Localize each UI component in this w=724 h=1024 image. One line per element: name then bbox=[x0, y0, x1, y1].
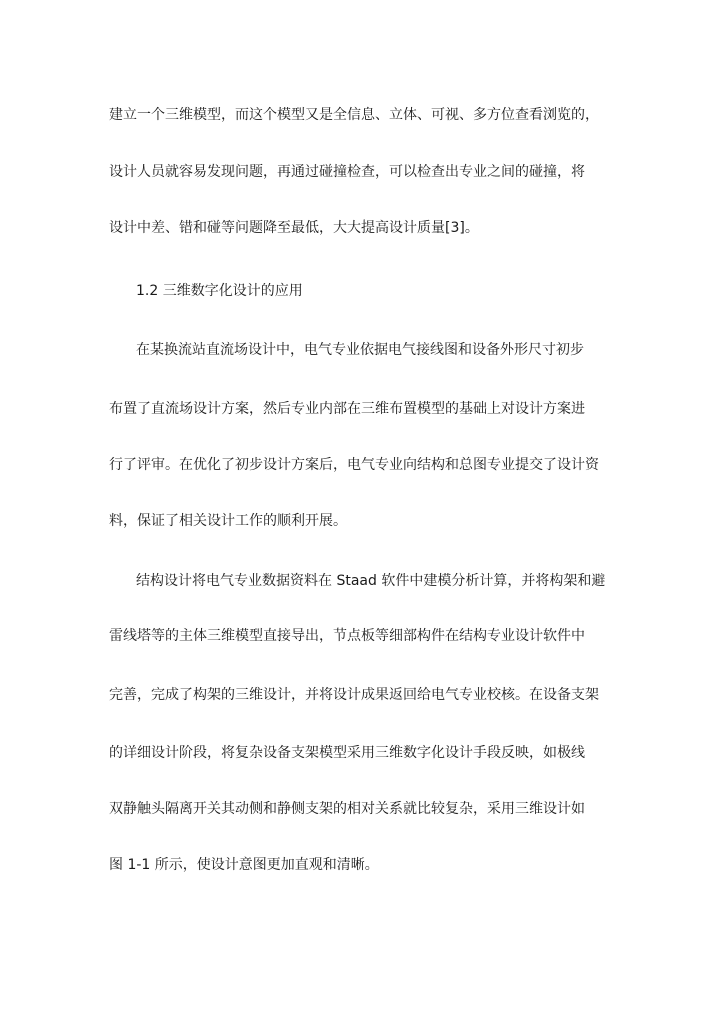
paragraph-line-12: 双静触头隔离开关其动侧和静侧支架的相对关系就比较复杂，采用三维设计如 bbox=[109, 801, 585, 817]
paragraph-line-10: 完善，完成了构架的三维设计，并将设计成果返回给电气专业校核。在设备支架 bbox=[109, 687, 599, 703]
paragraph-line-6: 行了评审。在优化了初步设计方案后，电气专业向结构和总图专业提交了设计资 bbox=[109, 457, 599, 473]
paragraph-line-13: 图 1-1 所示，使设计意图更加直观和清晰。 bbox=[109, 857, 379, 873]
paragraph-line-1: 建立一个三维模型，而这个模型又是全信息、立体、可视、多方位查看浏览的， bbox=[109, 107, 599, 123]
paragraph-line-5: 布置了直流场设计方案，然后专业内部在三维布置模型的基础上对设计方案进 bbox=[109, 401, 585, 417]
paragraph-line-11: 的详细设计阶段，将复杂设备支架模型采用三维数字化设计手段反映，如极线 bbox=[109, 745, 585, 761]
paragraph-line-8: 结构设计将电气专业数据资料在 Staad 软件中建模分析计算，并将构架和避 bbox=[136, 573, 606, 589]
section-heading: 1.2 三维数字化设计的应用 bbox=[136, 283, 303, 299]
paragraph-line-7: 料，保证了相关设计工作的顺利开展。 bbox=[109, 513, 347, 529]
paragraph-line-4: 在某换流站直流场设计中，电气专业依据电气接线图和设备外形尺寸初步 bbox=[136, 342, 584, 358]
paragraph-line-9: 雷线塔等的主体三维模型直接导出，节点板等细部构件在结构专业设计软件中 bbox=[109, 628, 585, 644]
paragraph-line-2: 设计人员就容易发现问题，再通过碰撞检查，可以检查出专业之间的碰撞，将 bbox=[109, 164, 585, 180]
paragraph-line-3: 设计中差、错和碰等问题降至最低，大大提高设计质量[3]。 bbox=[109, 220, 479, 236]
